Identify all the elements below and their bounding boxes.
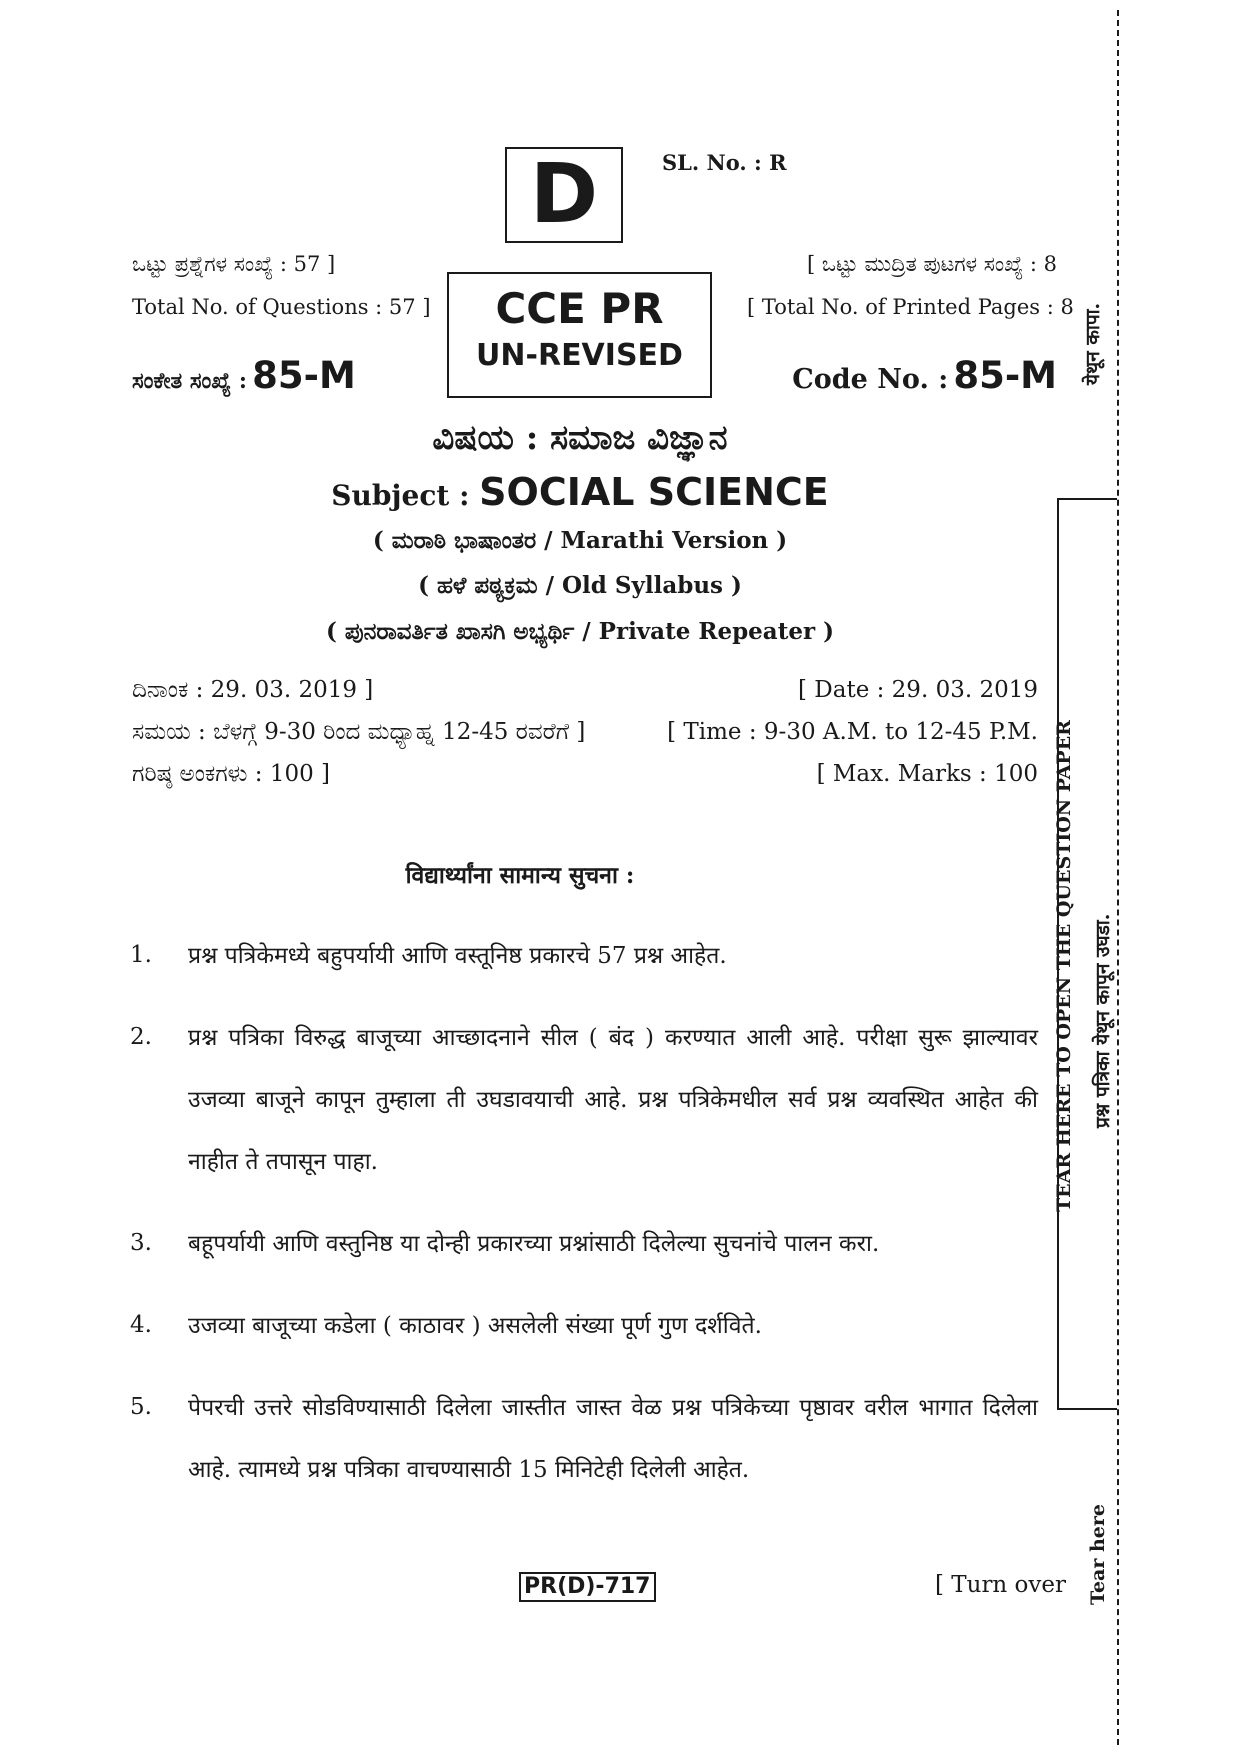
printed-pages-kn: [ ಒಟ್ಟು ಮುದ್ರಿತ ಪುಟಗಳ ಸಂಖ್ಯೆ : 8 (806, 252, 1057, 276)
turn-over: [ Turn over (935, 1572, 1067, 1598)
printed-pages-en: [ Total No. of Printed Pages : 8 (747, 295, 1074, 319)
code-number-kn (132, 354, 356, 397)
cce-pr-box (447, 272, 712, 398)
code-value-en: 85-M (953, 354, 1057, 397)
cut-here-mr: येथून कापा. (1082, 302, 1104, 385)
subject-title (0, 470, 1160, 514)
max-marks-en: [ Max. Marks : 100 (816, 761, 1038, 787)
code-value-kn: 85-M (252, 354, 356, 397)
cce-line2: UN-REVISED (476, 338, 683, 373)
instruction-number: 4. (130, 1312, 152, 1338)
paper-code: PR(D)-717 (519, 1572, 656, 1602)
instruction-number: 5. (130, 1394, 152, 1420)
instruction-number: 2. (130, 1024, 152, 1050)
subject-title-kn: ವಿಷಯ : ಸಮಾಜ ವಿಜ್ಞಾನ (432, 418, 728, 458)
subject-name: SOCIAL SCIENCE (479, 470, 829, 514)
tear-open-en: TEAR HERE TO OPEN THE QUESTION PAPER (1053, 720, 1075, 1212)
tear-dashed-line (1117, 10, 1119, 1745)
instruction-number: 3. (130, 1230, 152, 1256)
instruction-number: 1. (130, 942, 152, 968)
total-questions-kn: ಒಟ್ಟು ಪ್ರಶ್ನೆಗಳ ಸಂಖ್ಯೆ : 57 ] (132, 252, 336, 276)
instruction-text: प्रश्न पत्रिकेमध्ये बहुपर्यायी आणि वस्तूनिष्ठ प्रकारचे 57 प्रश्न आहेत. (188, 943, 727, 969)
total-questions-en: Total No. of Questions : 57 ] (132, 295, 431, 319)
time-kn: ಸಮಯ : ಬೆಳಗ್ಗೆ 9-30 ರಿಂದ ಮಧ್ಯಾಹ್ನ 12-45 ರವರೆಗೆ ] (132, 719, 586, 745)
cce-line1: CCE PR (495, 284, 664, 333)
max-marks-kn: ಗರಿಷ್ಠ ಅಂಕಗಳು : 100 ] (132, 761, 331, 787)
code-label-kn: ಸಂಕೇತ ಸಂಖ್ಯೆ : (132, 368, 248, 394)
instruction-text: बहूपर्यायी आणि वस्तुनिष्ठ या दोन्ही प्रकारच्या प्रश्नांसाठी दिलेल्या सुचनांचे पालन करा. (188, 1231, 880, 1257)
instruction-text: उजव्या बाजूच्या कडेला ( काठावर ) असलेली संख्या पूर्ण गुण दर्शविते. (188, 1313, 762, 1339)
tear-open-mr: प्रश्न पत्रिका येथून कापून उघडा. (1092, 913, 1114, 1128)
time-en: [ Time : 9-30 A.M. to 12-45 P.M. (667, 719, 1038, 745)
paper-set-box (505, 147, 623, 243)
date-kn: ದಿನಾಂಕ : 29. 03. 2019 ] (132, 677, 374, 703)
candidate-line: ( ಪುನರಾವರ್ತಿತ ಖಾಸಗಿ ಅಭ್ಯರ್ಥಿ / Private Repeater ) (326, 618, 834, 645)
syllabus-line: ( ಹಳೆ ಪಠ್ಯಕ್ರಮ / Old Syllabus ) (418, 572, 742, 599)
paper-set-letter: D (529, 147, 599, 242)
subject-label: Subject : (331, 479, 470, 512)
instruction-text: पेपरची उत्तरे सोडविण्यासाठी दिलेला जास्तीत जास्त वेळ प्रश्न पत्रिकेच्या पृष्ठावर वरील भागात दिलेला आहे. त्यामध्ये प्रश्न पत्रिका वाचण्यासाठी 15 मिनिटेही दिलेली आहेत. (188, 1395, 1038, 1483)
instructions-title: विद्यार्थ्यांना सामान्य सुचना : (405, 862, 635, 889)
version-line: ( ಮರಾಠಿ ಭಾಷಾಂತರ / Marathi Version ) (372, 527, 788, 554)
tear-here: Tear here (1087, 1504, 1109, 1605)
instruction-text: प्रश्न पत्रिका विरुद्ध बाजूच्या आच्छादनाने सील ( बंद ) करण्यात आली आहे. परीक्षा सुरू झाल्यावर उजव्या बाजूने कापून तुम्हाला ती उघडावयाची आहे. प्रश्न पत्रिकेमधील सर्व प्रश्न व्यवस्थित आहेत की नाहीत ते तपासून पाहा. (188, 1025, 1038, 1175)
date-en: [ Date : 29. 03. 2019 (798, 677, 1038, 703)
serial-number: SL. No. : R (662, 150, 787, 175)
code-number-en (757, 354, 1057, 397)
code-label-en: Code No. : (792, 364, 949, 395)
